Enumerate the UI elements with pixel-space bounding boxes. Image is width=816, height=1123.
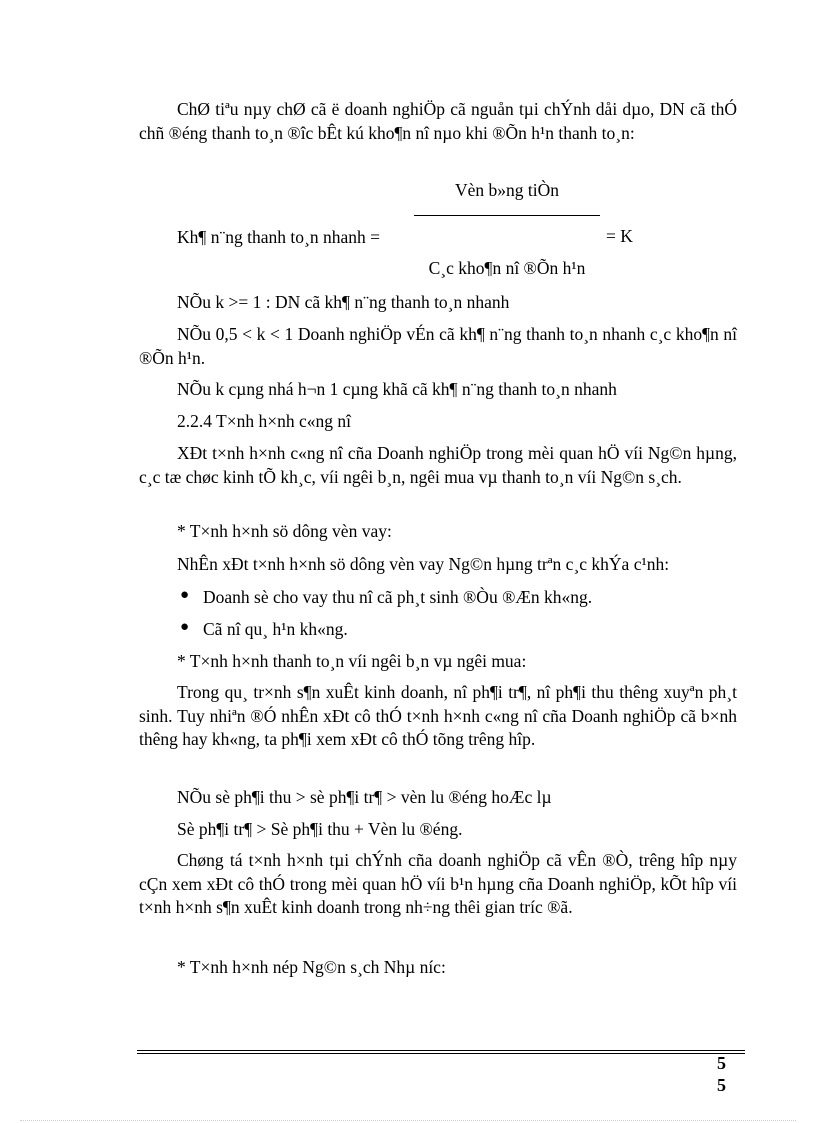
line-inequality-1: NÕu sè ph¶i thu > sè ph¶i tr¶ > vèn lu ®éng hoÆc lµ <box>177 787 552 807</box>
paragraph-debt-situation: XÐt t×nh h×nh c«ng nî cña Doanh nghiÖp trong mèi quan hÖ víi Ng©n hµng, c¸c tæ chøc kinh tÕ kh¸c, víi ngêi b¸n, ngêi mua vµ thanh to¸n víi Ng©n s¸ch. <box>139 443 737 487</box>
subheading-loan-use: * T×nh h×nh sö dông vèn vay: <box>177 521 392 541</box>
page-number: 5 <box>717 1053 726 1073</box>
line-k-ge-1: NÕu k >= 1 : DN cã kh¶ n¨ng thanh to¸n nhanh <box>177 292 510 312</box>
line-k-less-1: NÕu k cµng nhá h¬n 1 cµng khã cã kh¶ n¨ng thanh to¸n nhanh <box>177 379 617 399</box>
subheading-buyer-seller: * T×nh h×nh thanh to¸n víi ngêi b¸n vµ ngêi mua: <box>177 651 527 671</box>
paragraph-receivables-payables: Trong qu¸ tr×nh s¶n xuÊt kinh doanh, nî ph¶i tr¶, nî ph¶i thu thêng xuyªn ph¸t sinh. Tuy nhiªn ®Ó nhÊn xÐt cô thÓ t×nh h×nh c«ng nî cña Doanh nghiÖp cã b×nh thêng hay kh«ng, ta ph¶i xem xÐt cô thÓ tõng trêng hîp. <box>139 682 737 749</box>
footer-rule-inner <box>137 1053 745 1054</box>
footer-rule <box>137 1050 745 1051</box>
section-heading: 2.2.4 T×nh h×nh c«ng nî <box>177 411 351 431</box>
fraction-bar <box>414 215 600 216</box>
line-loan-review: NhÊn xÐt t×nh h×nh sö dông vèn vay Ng©n hµng trªn c¸c khÝa c¹nh: <box>177 554 670 574</box>
bullet-item: Cã nî qu¸ h¹n kh«ng. <box>203 619 348 639</box>
formula-right: = K <box>606 226 633 246</box>
paragraph-financial-problem: Chøng tá t×nh h×nh tµi chÝnh cña doanh nghiÖp cã vÊn ®Ò, trêng hîp nµy cÇn xem xÐt cô thÓ trong mèi quan hÖ víi b¹n hµng cña Doanh nghiÖp, kÕt hîp víi t×nh h×nh s¶n xuÊt kinh doanh trong nh÷ng thêi gian tríc ®ã. <box>139 850 737 917</box>
page-bottom-dotted-border <box>20 1120 796 1121</box>
paragraph-k-between: NÕu 0,5 < k < 1 Doanh nghiÖp vÉn cã kh¶ n¨ng thanh to¸n nhanh c¸c kho¶n nî ®Õn h¹n. <box>139 324 737 368</box>
bullet-icon: ● <box>180 619 190 635</box>
page-number-repeat: 5 <box>717 1075 726 1095</box>
bullet-item: Doanh sè cho vay thu nî cã ph¸t sinh ®Òu ®Æn kh«ng. <box>203 587 593 607</box>
line-inequality-2: Sè ph¶i tr¶ > Sè ph¶i thu + Vèn lu ®éng. <box>177 819 463 839</box>
bullet-icon: ● <box>180 587 190 603</box>
fraction-numerator: Vèn b»ng tiÒn <box>454 180 560 200</box>
paragraph-quick-ratio-intro: ChØ tiªu nµy chØ cã ë doanh nghiÖp cã nguån tµi chÝnh dåi dµo, DN cã thÓ chñ ®éng thanh to¸n ®îc bÊt kú kho¶n nî nµo khi ®Õn h¹n thanh to¸n: <box>139 99 737 143</box>
subheading-state-budget: * T×nh h×nh nép Ng©n s¸ch Nhµ níc: <box>177 957 446 977</box>
fraction-denominator: C¸c kho¶n nî ®Õn h¹n <box>428 258 586 278</box>
formula-left: Kh¶ n¨ng thanh to¸n nhanh = <box>177 227 380 247</box>
